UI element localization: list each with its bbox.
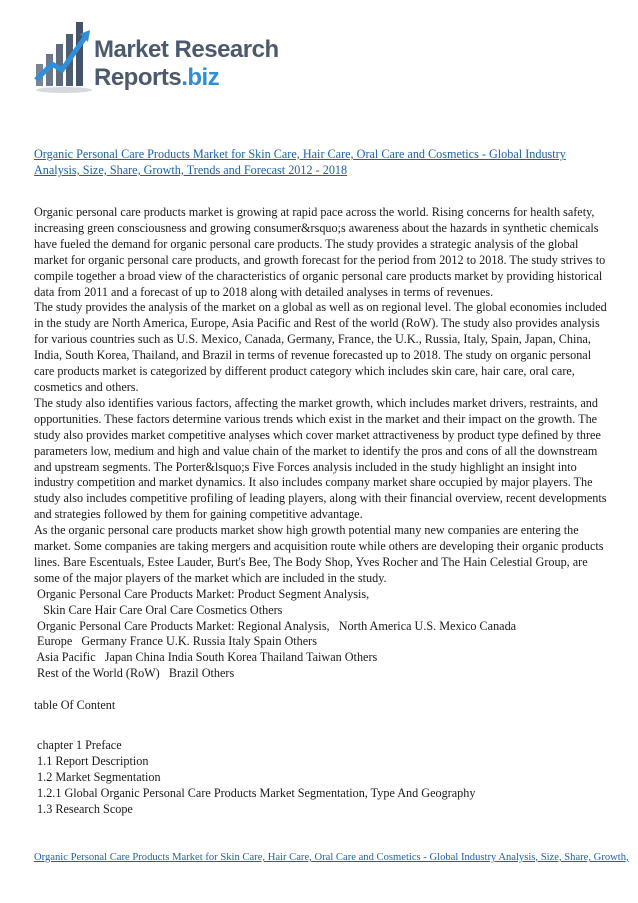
toc-item: 1.1 Report Description xyxy=(34,754,149,768)
toc-item: chapter 1 Preface xyxy=(34,738,122,753)
toc-item: 1.2.1 Global Organic Personal Care Products Market Segmentation, Type And Geography xyxy=(34,785,476,800)
footer-title-link[interactable]: Organic Personal Care Products Market for Skin Care, Hair Care, Oral Care and Cosmetics - Global Industry Analysis, Size, Share, Growth, xyxy=(34,852,629,863)
segment-line: Skin Care Hair Care Oral Care Cosmetics Others xyxy=(34,602,283,617)
report-body xyxy=(34,205,609,818)
report-title-link[interactable]: Organic Personal Care Products Market for Skin Care, Hair Care, Oral Care and Cosmetics - Global Industry Analysis, Size, Share, Growth, Trends and Forecast 2012 - 2018 xyxy=(34,147,566,177)
logo-text-line2: Reports.biz xyxy=(94,64,220,91)
site-logo[interactable] xyxy=(34,14,284,94)
paragraph-regional: The study provides the analysis of the market on a global as well as on regional level. The global economies included in the study are North America, Europe, Asia Pacific and Rest of the world (RoW). The study also provides analysis for various countries such as U.S. Mexico, Canada, Germany, France, the U.K., Russia, Italy, Spain, Japan, China, India, South Korea, Thailand, and Brazil in terms of revenue forecasted up to 2018. The study on organic personal care products market is categorized by different product category which includes skin care, hair care, oral care, cosmetics and others. xyxy=(34,300,607,394)
bar-chart-logo-icon xyxy=(34,14,96,94)
paragraph-factors: The study also identifies various factors, affecting the market growth, which includes market drivers, restraints, and opportunities. These factors determine various trends which exist in the market and their impact on the growth. The study also provides market competitive analyses which cover market attractiveness by product type defined by three parameters low, medium and high and value chain of the market to identify the pros and cons of all the downstream and upstream segments. The Porter&lsquo;s Five Forces analysis included in the study highlight an insight into industry competition and market dynamics. It also includes company market share occupied by major players. The study also includes competitive profiling of leading players, along with their financial overview, recent developments and strategies followed by them for gaining competitive advantage. xyxy=(34,395,607,522)
segment-line: Organic Personal Care Products Market: Product Segment Analysis, xyxy=(34,586,370,601)
toc-item: 1.3 Research Scope xyxy=(34,801,133,816)
segment-line: Europe Germany France U.K. Russia Italy Spain Others xyxy=(34,634,317,649)
toc-item: 1.2 Market Segmentation xyxy=(34,769,161,784)
segment-line: Asia Pacific Japan China India South Korea Thailand Taiwan Others xyxy=(34,650,378,665)
logo-text-line1: Market Research xyxy=(94,36,279,63)
segment-line: Organic Personal Care Products Market: Regional Analysis, North America U.S. Mexico Canada xyxy=(34,618,517,633)
paragraph-overview: Organic personal care products market is growing at rapid pace across the world. Rising concerns for health safety, increasing green consciousness and growing consumer&rsquo;s awareness about the hazards in synthetic chemicals have fueled the demand for organic personal care products. The study provides a strategic analysis of the global market for organic personal care products, and growth forecast for the period from 2012 to 2018. The study strives to compile together a broad view of the characteristics of organic personal care products market by providing historical data from 2011 and a forecast of up to 2018 along with detailed analyses in terms of revenues. xyxy=(34,205,606,299)
segment-line: Rest of the World (RoW) Brazil Others xyxy=(34,666,235,681)
toc-heading: table Of Content xyxy=(34,698,116,713)
paragraph-players: As the organic personal care products market show high growth potential many new companies are entering the market. Some companies are taking mergers and acquisition route while others are developing their organic products lines. Bare Escentuals, Estee Lauder, Burt's Bee, The Body Shop, Yves Rocher and The Hain Celestial Group, are some of the major players of the market which are included in the study. xyxy=(34,523,604,585)
